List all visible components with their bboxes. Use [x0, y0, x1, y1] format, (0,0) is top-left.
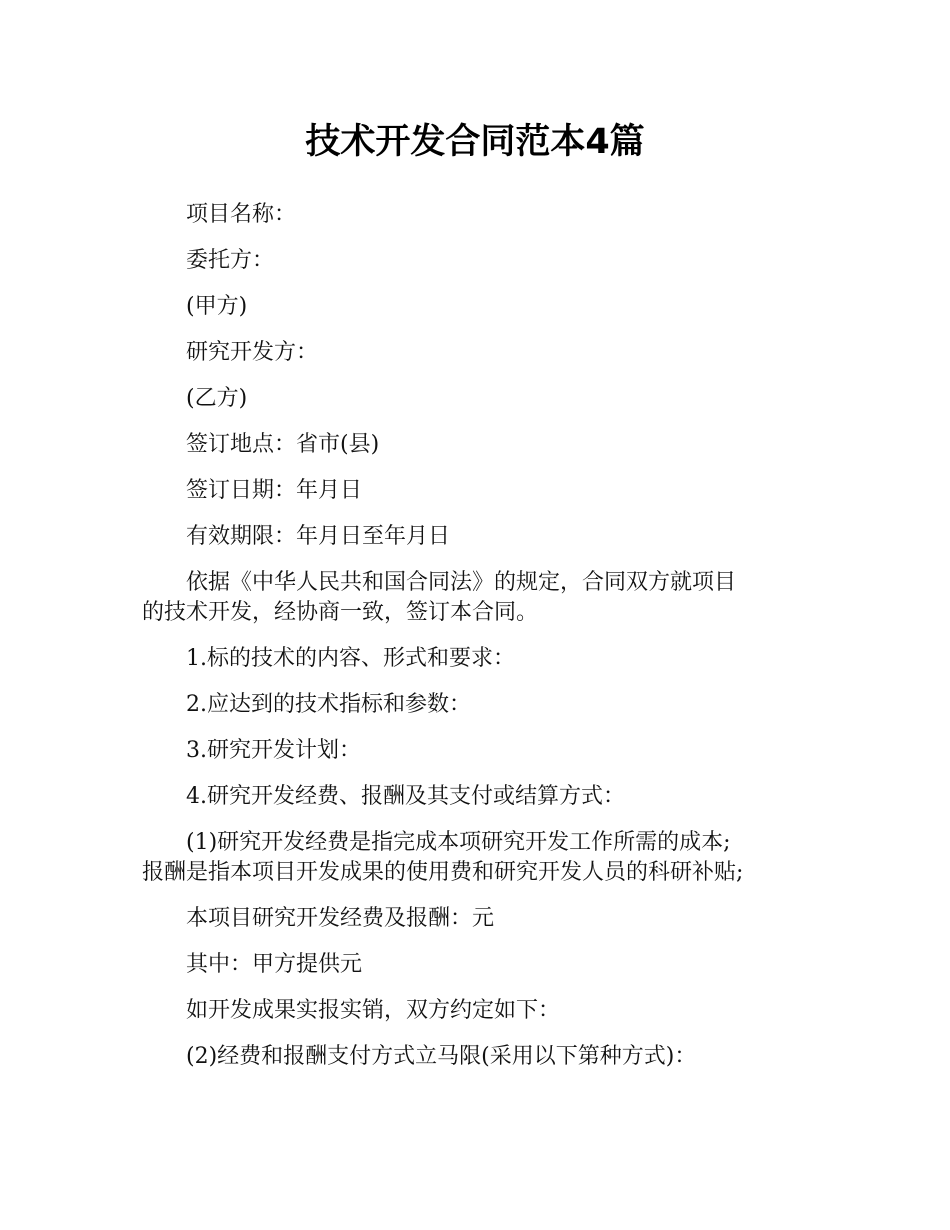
clause-4: 4.研究开发经费、报酬及其支付或结算方式： — [186, 784, 625, 809]
funding-amount: 本项目研究开发经费及报酬：元 — [186, 906, 495, 931]
field-developer: 研究开发方： — [186, 340, 319, 365]
document-title: 技术开发合同范本4篇 — [305, 122, 645, 162]
payment-method: (2)经费和报酬支付方式立马限(采用以下第种方式)： — [186, 1044, 697, 1069]
clause-3: 3.研究开发计划： — [186, 738, 361, 763]
clause-4-1-line-1: (1)研究开发经费是指完成本项研究开发工作所需的成本; — [186, 830, 731, 855]
party-a-provides: 其中：甲方提供元 — [186, 952, 363, 977]
field-client: 委托方： — [186, 248, 275, 273]
field-validity-period: 有效期限：年月日至年月日 — [186, 524, 451, 549]
clause-2: 2.应达到的技术指标和参数： — [186, 692, 471, 717]
clause-4-1-paragraph — [142, 828, 830, 888]
intro-line-2: 的技术开发，经协商一致，签订本合同。 — [142, 600, 539, 625]
field-party-b: (乙方) — [186, 386, 248, 411]
field-signing-date: 签订日期：年月日 — [186, 478, 363, 503]
field-party-a: (甲方) — [186, 294, 248, 319]
field-signing-place: 签订地点：省市(县) — [186, 432, 380, 457]
intro-line-1: 依据《中华人民共和国合同法》的规定，合同双方就项目 — [186, 570, 737, 595]
clause-4-1-line-2: 报酬是指本项目开发成果的使用费和研究开发人员的科研补贴; — [142, 860, 744, 885]
clause-1: 1.标的技术的内容、形式和要求： — [186, 646, 515, 671]
field-project-name: 项目名称： — [186, 202, 297, 227]
intro-paragraph — [142, 568, 830, 628]
document-body — [142, 200, 830, 1088]
reimbursement-terms: 如开发成果实报实销，双方约定如下： — [186, 998, 561, 1023]
